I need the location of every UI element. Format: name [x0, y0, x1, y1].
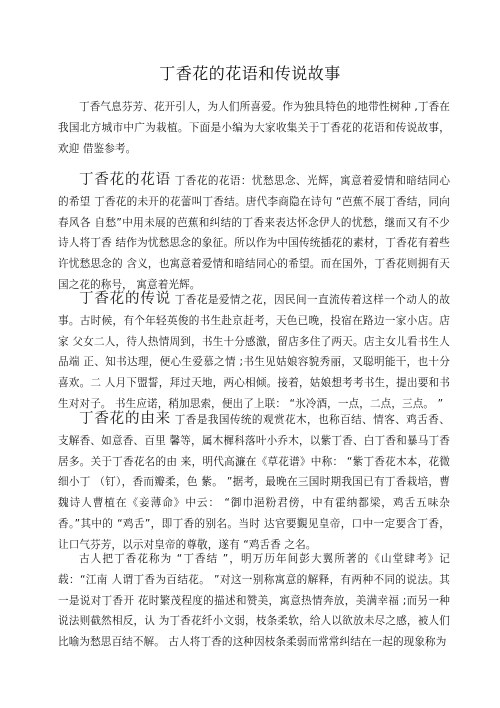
document-title: 丁香花的花语和传说故事 — [159, 64, 341, 83]
section-heading: 丁香花的传说 — [79, 291, 171, 307]
closing-paragraph: 古人把丁香花称为 “丁香结 ”，明万历年间彭大翼所著的《山堂肆考》记载：“江南 人谓丁香为百结花。 ”对这一别称寓意的解释，有两种不同的说法。其一是说对丁香开 花时繁茂程度的描述和赞美，寓意热情奔放，美满幸福 ;而另一种说法则截然相反，认 为丁香花纤小文弱，枝条柔软，给人以欲放未尽之感，被人们比喻为愁思百结不解。 古人将丁香的这种因枝条柔弱而常常纠结在一起的现象称为 — [58, 553, 450, 649]
section-text: 丁香花是爱情之花，因民间一直流传着这样一个动人的故事。古时候，有个年轻英俊的书生赴京赶考，天色已晚，投宿在路边一家小店。店家 父女二人，待人热情周到，书生十分感激，留店多住了两天。店主女儿看书生人品端 正、知书达理，便心生爱慕之情 ;书生见姑娘容貌秀丽，又聪明能干，也十分喜欢。二 人月下盟誓，拜过天地，两心相倾。接着，姑娘想考考书生，提出要和书生对对子。 书生应诺，稍加思索，便出了上联： “氷冷酒，一点，二点，三点。 ” — [58, 294, 451, 410]
section-origin — [58, 409, 450, 556]
section-flower-language — [58, 170, 450, 296]
section-text: 丁香花的花语：忧愁思念、光辉，寓意着爱情和暗结同心的希望 丁香花的未开的花蕾叫丁香结。唐代李商隐在诗句 “芭蕉不展丁香结，同向春风各 自愁”中用未展的芭蕉和纠结的丁香来表达怀念伊人的忧愁，继而又有不少诗人将丁香 结作为忧愁思念的象征。所以作为中国传统插花的素材，丁香花有着些许忧愁思念的 含义，也寓意着爱情和暗结同心的希望。而在国外，丁香花则拥有天国之花的称号， 寓意着光辉。 — [58, 175, 451, 291]
intro-paragraph: 丁香气息芬芳、花开引人，为人们所喜爱。作为独具特色的地带性树种 ,丁香在我国北方城市中广为栽植。下面是小编为大家收集关于丁香花的花语和传说故事，欢迎 借鉴参考。 — [58, 101, 450, 155]
section-legend — [58, 289, 450, 415]
section-heading: 丁香花的由来 — [79, 411, 171, 427]
section-text: 丁香是我国传统的观赏花木，也称百结、情客、鸡舌香、支解香、如意香、百里 馨等，属木樨科落叶小乔木，以紫丁香、白丁香和暴马丁香居多。关于丁香花名的由 来，明代高濂在《草花谱》中称： “紫丁香花木本，花微细小丁 （钉），香而瓣柔，色 紫。 ”据考，最晚在三国时期我国已有丁香栽培，曹魏诗人曹植在《妾薄命》中云： “御巾浥粉君傍，中有霍纳都梁，鸡舌五味杂香。”其中的 “鸡舌”，即丁香的别名。当时 达官要覲见皇帝，口中一定要含丁香，让口气芬芳，以示对皇帝的尊敬，遂有 “鸡舌香 之名。 — [58, 414, 451, 551]
section-heading: 丁香花的花语 — [79, 172, 171, 188]
